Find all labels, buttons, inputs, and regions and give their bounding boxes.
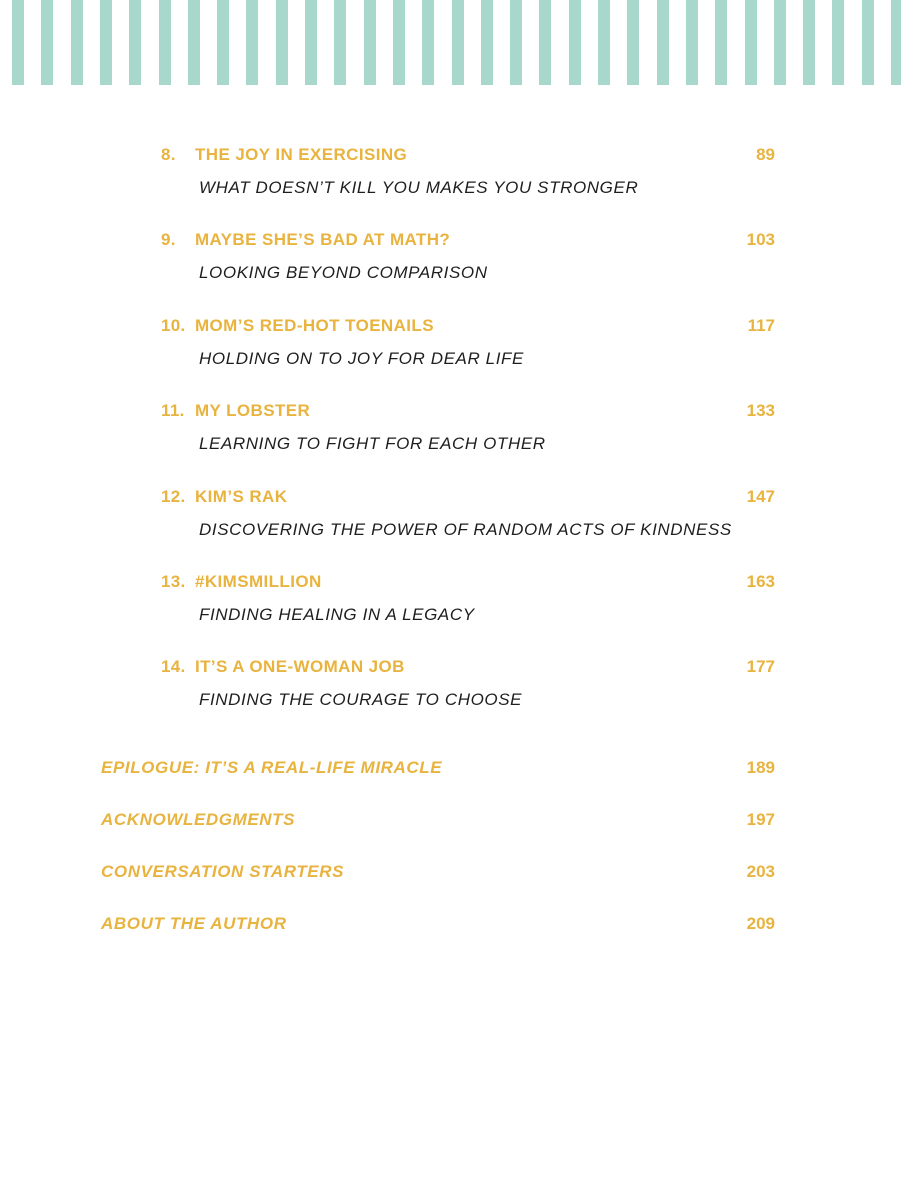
chapter-subtitle: WHAT DOESN’T KILL YOU MAKES YOU STRONGER bbox=[199, 178, 639, 197]
stripe bbox=[364, 0, 376, 85]
stripe bbox=[159, 0, 171, 85]
stripe bbox=[891, 0, 901, 85]
stripe bbox=[832, 0, 844, 85]
back-matter-title: EPILOGUE: IT’S A REAL-LIFE MIRACLE bbox=[101, 758, 443, 777]
chapter-subtitle: LOOKING BEYOND COMPARISON bbox=[199, 263, 488, 282]
chapter-page-number: 117 bbox=[747, 316, 775, 335]
chapter-title: THE JOY IN EXERCISING bbox=[195, 145, 408, 164]
chapter-number: 13. bbox=[161, 572, 186, 591]
stripe bbox=[100, 0, 112, 85]
chapter-subtitle: FINDING HEALING IN A LEGACY bbox=[199, 605, 475, 624]
chapter-title: KIM’S RAK bbox=[195, 487, 288, 506]
back-matter-page-number: 203 bbox=[746, 862, 775, 881]
chapter-page-number: 147 bbox=[746, 487, 775, 506]
stripe bbox=[276, 0, 288, 85]
back-matter-page-number: 197 bbox=[746, 810, 775, 829]
back-matter-title: CONVERSATION STARTERS bbox=[101, 862, 345, 881]
stripe bbox=[217, 0, 229, 85]
chapter-title: IT’S A ONE-WOMAN JOB bbox=[195, 657, 405, 676]
stripe bbox=[686, 0, 698, 85]
back-matter-title: ABOUT THE AUTHOR bbox=[101, 914, 287, 933]
stripe bbox=[657, 0, 669, 85]
chapter-number: 8. bbox=[161, 145, 176, 164]
chapter-subtitle: FINDING THE COURAGE TO CHOOSE bbox=[199, 690, 523, 709]
chapter-page-number: 177 bbox=[746, 657, 775, 676]
stripe bbox=[745, 0, 757, 85]
chapter-subtitle: LEARNING TO FIGHT FOR EACH OTHER bbox=[199, 434, 546, 453]
chapter-title: MY LOBSTER bbox=[195, 401, 311, 420]
stripe bbox=[12, 0, 24, 85]
stripe bbox=[422, 0, 434, 85]
stripe bbox=[569, 0, 581, 85]
stripe bbox=[393, 0, 405, 85]
chapter-number: 11. bbox=[161, 401, 185, 420]
stripe bbox=[481, 0, 493, 85]
stripe bbox=[452, 0, 464, 85]
stripe bbox=[41, 0, 53, 85]
chapter-title: #KIMSMILLION bbox=[195, 572, 322, 591]
stripe bbox=[627, 0, 639, 85]
stripe bbox=[334, 0, 346, 85]
chapter-subtitle: DISCOVERING THE POWER OF RANDOM ACTS OF KINDNESS bbox=[199, 520, 732, 539]
chapter-page-number: 103 bbox=[746, 230, 775, 249]
chapter-title: MOM’S RED-HOT TOENAILS bbox=[195, 316, 434, 335]
stripe bbox=[774, 0, 786, 85]
chapter-number: 12. bbox=[161, 487, 186, 506]
stripe bbox=[188, 0, 200, 85]
chapter-number: 9. bbox=[161, 230, 176, 249]
stripe bbox=[862, 0, 874, 85]
chapter-page-number: 133 bbox=[746, 401, 775, 420]
decorative-stripe-header bbox=[0, 0, 901, 85]
back-matter-page-number: 209 bbox=[746, 914, 775, 933]
stripe bbox=[246, 0, 258, 85]
chapter-title: MAYBE SHE’S BAD AT MATH? bbox=[195, 230, 451, 249]
stripe bbox=[715, 0, 727, 85]
chapter-number: 10. bbox=[161, 316, 186, 335]
stripe bbox=[129, 0, 141, 85]
stripe bbox=[305, 0, 317, 85]
back-matter-page-number: 189 bbox=[746, 758, 775, 777]
stripe bbox=[510, 0, 522, 85]
chapter-number: 14. bbox=[161, 657, 186, 676]
stripe bbox=[539, 0, 551, 85]
chapter-subtitle: HOLDING ON TO JOY FOR DEAR LIFE bbox=[199, 349, 524, 368]
stripe bbox=[803, 0, 815, 85]
stripe bbox=[598, 0, 610, 85]
chapter-page-number: 89 bbox=[756, 145, 775, 164]
stripe bbox=[71, 0, 83, 85]
back-matter-title: ACKNOWLEDGMENTS bbox=[101, 810, 296, 829]
chapter-page-number: 163 bbox=[746, 572, 775, 591]
